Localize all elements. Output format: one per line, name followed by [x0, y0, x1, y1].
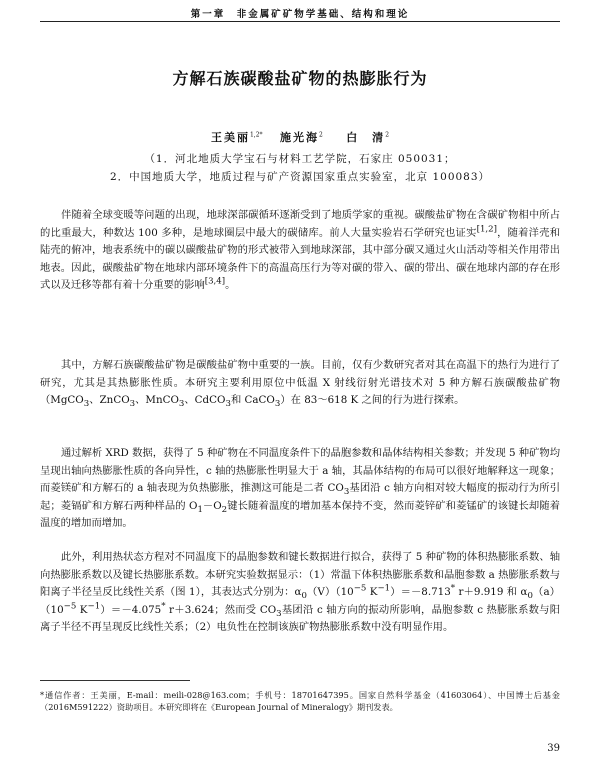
footnote: *通信作者：王美丽，E-mail：meili-028@163.com；手机号：18701647395。国家自然科学基金（41603064）、中国博士后基金（2016M591222）资助项目。本研究即将在《European Journal of Mineralogy》期刊发表。 — [40, 690, 560, 712]
body-paragraph: 此外，利用热状态方程对不同温度下的晶胞参数和键长数据进行拟合，获得了 5 种矿物的体积热膨胀系数、轴向热膨胀系数以及键长热膨胀系数。本研究实验数据显示：（1）常温下体积热膨胀系数和晶胞参数 a 热膨胀系数与阳离子半径呈反比线性关系（图 1），其表达式分别为：$\alpha_0(V)(10^{-5}$ $K^{-1})=-8.713^*$ r＋9.919 和 $\alpha_0(a)(10^{-5}$ $K^{-1})=-4.075^*$ r＋3.624；然而受 $CO_3$基团沿 c 轴方向的振动所影响，晶胞参数 c 热膨胀系数与阳离子半径不再呈现反比线性关系；（2）电负性在控制该族矿物热膨胀系数中没有明显作用。 — [40, 551, 560, 634]
citation: [1,2] — [476, 224, 497, 235]
author-affiliation-mark: 2 — [385, 131, 390, 139]
body-paragraph: 通过解析 XRD 数据，获得了 5 种矿物在不同温度条件下的晶胞参数和晶体结构相关参数；并发现 5 种矿物均呈现出轴向热膨胀性质的各向异性，c 轴的热膨胀性明显大于 a 轴，其晶体结构的布局可以很好地解释这一现象；而菱镁矿和方解石的 a 轴表现为负热膨胀，推测这可能是二者 $CO_3$基团沿 c 轴方向相对较大幅度的振动行为所引起；菱镉矿和方解石两种样品的 $O_1-O_2$键长随着温度的增加基本保持不变，然而菱锌矿和菱锰矿的该键长却随着温度的增加而增加。 — [40, 447, 561, 530]
author-list — [40, 129, 560, 145]
author-name: 施光海 — [280, 131, 320, 144]
running-header: 第一章 非金属矿矿物学基础、结构和理论 — [190, 9, 410, 20]
affiliation-1: （1．河北地质大学宝石与材料工艺学院，石家庄 050031； — [144, 153, 456, 165]
citation: [3,4] — [204, 276, 226, 287]
paper-title: 方解石族碳酸盐矿物的热膨胀行为 — [172, 69, 428, 88]
author-name: 白 清 — [346, 131, 386, 144]
author-name: 王美丽 — [210, 131, 250, 144]
author-affiliation-mark: 2 — [319, 131, 323, 139]
body-paragraph: 伴随着全球变暖等问题的出现，地球深部碳循环逐渐受到了地质学家的重视。碳酸盐矿物在含碳矿物相中所占的比重最大，种数达 100 多种，是地球圈层中最大的碳储库。前人大量实验岩石学研究也证实[1,2]，随着洋壳和陆壳的俯冲，地表系统中的碳以碳酸盐矿物的形式被带入到地球深部，其中部分碳又通过火山活动等相关作用带出地表。因此，碳酸盐矿物在地球内部环境条件下的高温高压行为等对碳的带入、碳的带出、碳在地球内部的存在形式以及迁移等都有着十分重要的影响[3,4]。 — [40, 209, 561, 292]
affiliation-2: 2．中国地质大学，地质过程与矿产资源国家重点实验室，北京 100083） — [109, 171, 491, 183]
page-number: 39 — [547, 743, 560, 754]
header-rule — [40, 21, 560, 22]
body-paragraph: 其中，方解石族碳酸盐矿物是碳酸盐矿物中重要的一族。目前，仅有少数研究者对其在高温下的热行为进行了研究，尤其是其热膨胀性质。本研究主要利用原位中低温 X 射线衍射光谱技术对 5 种方解石族碳酸盐矿物（MgCO$_3$、ZnCO$_3$、MnCO$_3$、CdCO$_3$和 CaCO$_3$）在 83～618 K 之间的行为进行探索。 — [40, 359, 560, 410]
footnote-rule — [40, 680, 190, 681]
author-affiliation-mark: 1,2* — [249, 131, 263, 139]
